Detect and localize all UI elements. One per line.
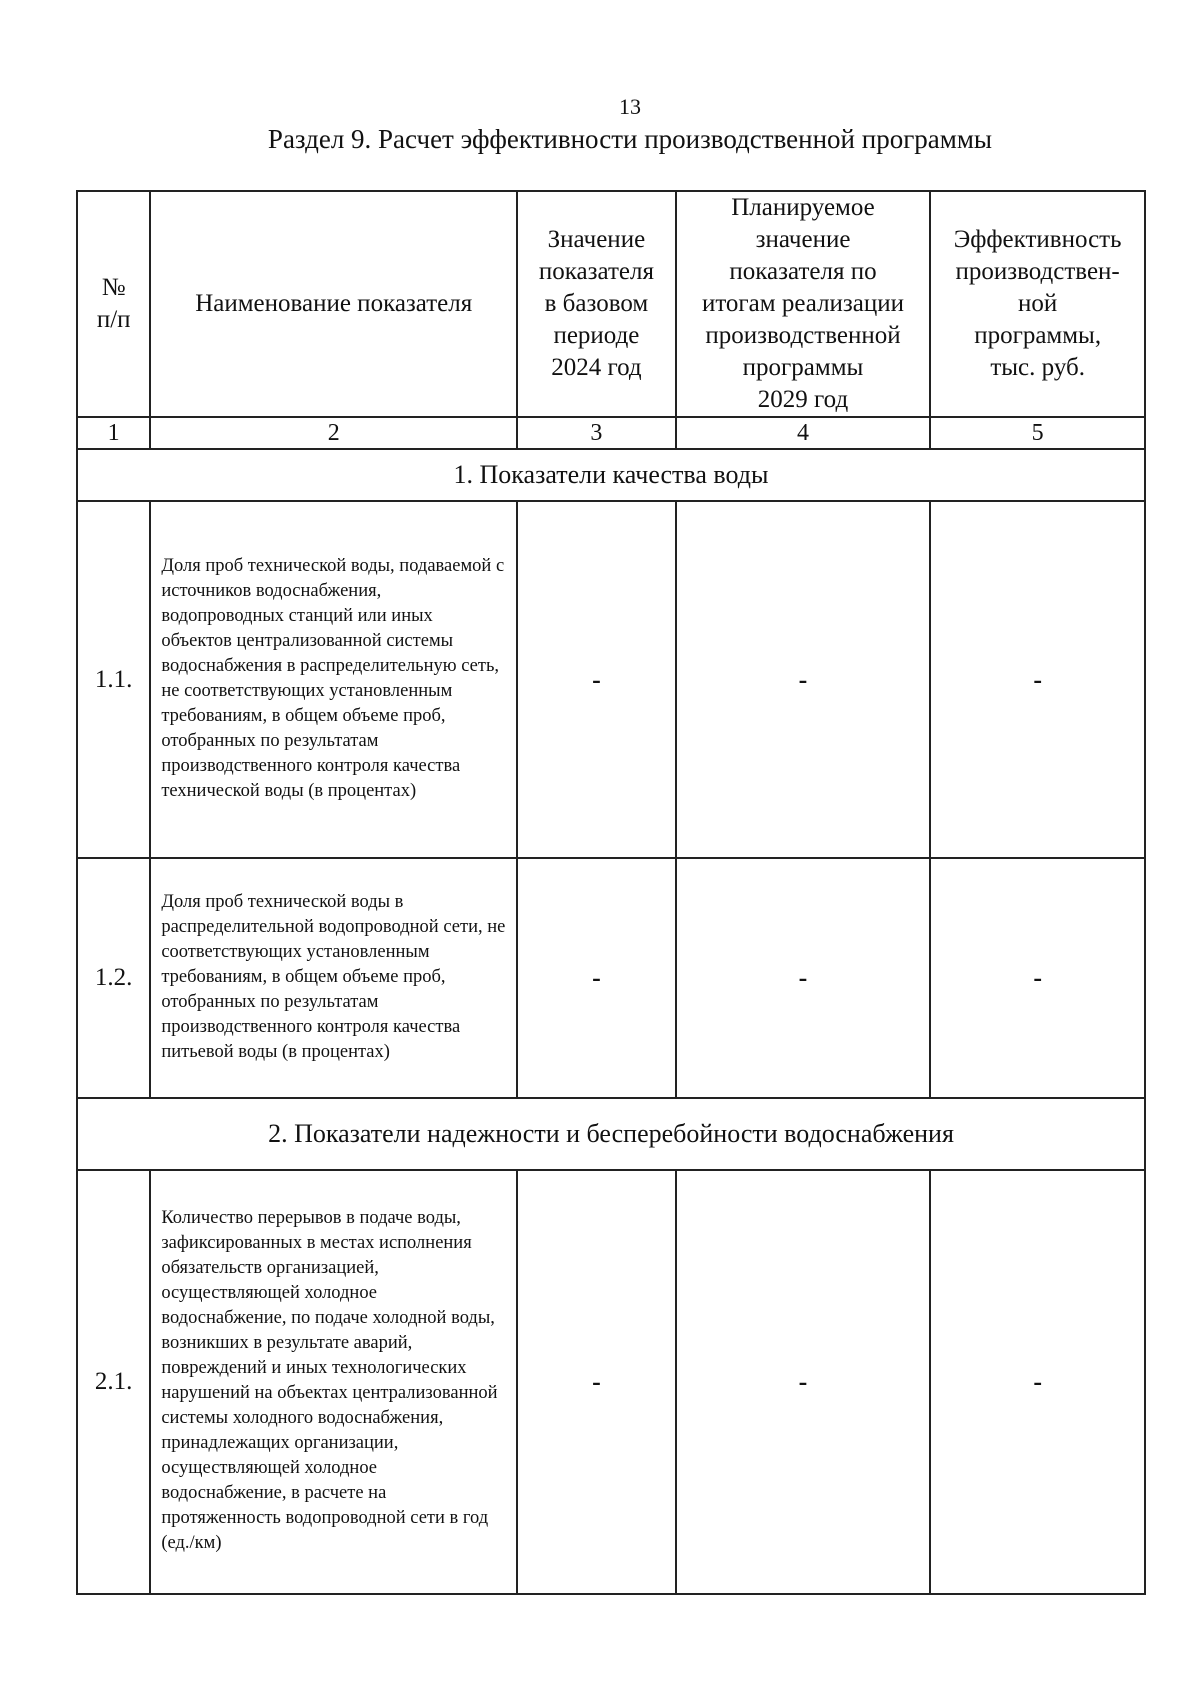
base-value: - — [517, 858, 676, 1098]
indicator-name: Доля проб технической воды в распределительной водопроводной сети, не соответствующих установленным требованиям, в общем объеме проб, отобранных по результатам производственного контроля качества питьевой воды (в процентах) — [150, 858, 517, 1098]
indicator-name: Количество перерывов в подаче воды, зафиксированных в местах исполнения обязательств организацией, осуществляющей холодное водоснабжение, по подаче холодной воды, возникших в результате аварий, повреждений и иных технологических нарушений на объектах централизованной системы холодного водоснабжения, принадлежащих организации, осуществляющей холодное водоснабжение, в расчете на протяженность водопроводной сети в год (ед./км) — [150, 1170, 517, 1594]
header-row — [77, 191, 1145, 417]
efficiency-value: - — [930, 501, 1145, 858]
table-row — [77, 1170, 1145, 1594]
header-efficiency: Эффективность производствен- ной программы, тыс. руб. — [930, 191, 1145, 417]
planned-value: - — [676, 1170, 931, 1594]
group-title: 2. Показатели надежности и бесперебойности водоснабжения — [77, 1098, 1145, 1170]
efficiency-value: - — [930, 1170, 1145, 1594]
planned-value: - — [676, 501, 931, 858]
group-header-row — [77, 449, 1145, 501]
column-number: 1 — [77, 417, 150, 449]
efficiency-table — [76, 190, 1146, 1595]
header-name: Наименование показателя — [150, 191, 517, 417]
section-title: Раздел 9. Расчет эффективности производственной программы — [267, 124, 993, 154]
row-number: 2.1. — [77, 1170, 150, 1594]
column-number: 4 — [676, 417, 931, 449]
indicator-name: Доля проб технической воды, подаваемой с источников водоснабжения, водопроводных станций или иных объектов централизованной системы водоснабжения в распределительную сеть, не соответствующих установленным требованиям, в общем объеме проб, отобранных по результатам производственного контроля качества технической воды (в процентах) — [150, 501, 517, 858]
row-number: 1.1. — [77, 501, 150, 858]
base-value: - — [517, 501, 676, 858]
header-planned: Планируемое значение показателя по итогам реализации производственной программы 2029 год — [676, 191, 931, 417]
group-header-row — [77, 1098, 1145, 1170]
table-row — [77, 501, 1145, 858]
efficiency-value: - — [930, 858, 1145, 1098]
column-number: 3 — [517, 417, 676, 449]
base-value: - — [517, 1170, 676, 1594]
column-number: 5 — [930, 417, 1145, 449]
column-number-row — [77, 417, 1145, 449]
header-num: № п/п — [77, 191, 150, 417]
header-base: Значение показателя в базовом периоде 2024 год — [517, 191, 676, 417]
page-number: 13 — [619, 94, 641, 119]
group-title: 1. Показатели качества воды — [77, 449, 1145, 501]
table-row — [77, 858, 1145, 1098]
planned-value: - — [676, 858, 931, 1098]
row-number: 1.2. — [77, 858, 150, 1098]
column-number: 2 — [150, 417, 517, 449]
